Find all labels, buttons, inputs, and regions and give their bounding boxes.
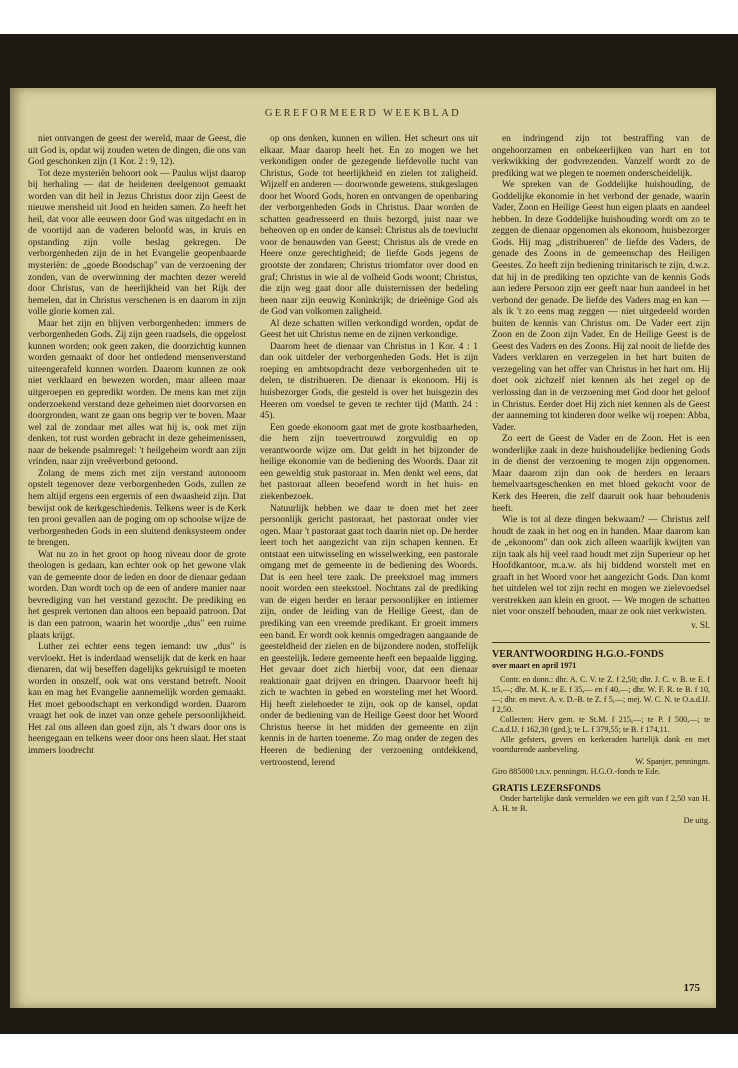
masthead: GEREFORMEERD WEEKBLAD bbox=[264, 108, 462, 119]
paragraph: Wie is tot al deze dingen bekwaam? — Christus zelf houdt de zaak in het oog en in handen. Maar daarom kan de „ekonoom" dan ook zich alleen waarlijk kwijten van zijn taak als hij veel raad houdt met zijn Superieur op het Hoofdkantoor, m.a.w. als hij biddend worstelt met en graaft in het Woord voor het aangezicht Gods. Dan komt het uitdelen wel tot zijn recht en mogen we zielevoedsel verstrekken aan klein en groot. — We mogen de schatten niet voor onszelf behouden, maar ze ook niet verkwisten. bbox=[492, 515, 710, 618]
paragraph: Tot deze mysteriën behoort ook — Paulus wijst daarop bij herhaling — dat de heidenen deelgenoot gemaakt worden van dit heil in Jezus Christus door zijn Geest de nieuwe mensheid uit Jood en heiden samen. Zo heeft het heil, dat voor alle eeuwen door God was uitgedacht en in de voortijd aan de vaderen beloofd was, in kruis en opstanding zijn volle beslag gekregen. De verborgenheden zijn de in het Evangelie geopenbaarde mysteriën: de „goede Boodschap" van de verzoening der zonden, van de overwinning der machten dezer wereld door Christus, van de heerlijkheid van het Rijk der hemelen, dat in Christus verschenen is en daarom in zijn volle glorie komen zal. bbox=[28, 168, 246, 318]
divider bbox=[492, 642, 710, 643]
fund-giro: Giro 885000 t.n.v. penningm. H.G.O.-fonds te Ede. bbox=[492, 766, 661, 776]
paragraph: Natuurlijk hebben we daar te doen met het zeer persoonlijk gericht pastoraat, het pastoraat onder vier ogen. Maar 't pastoraat gaat toch daarin niet op. De herder leert toch het aangezicht van zijn schapen kennen. Er ontstaat een uitwisseling en wisselwerking, een pastorale omgang met de gemeente in de bediening des Woords. Dat is een heel tere zaak. De preekstoel mag immers nooit worden een steekstoel. Nochtans zal de prediking van de eigen herder en leraar persoonlijker en intiemer zijn, onder de leiding van de Heilige Geest, dan de prediking van een vreemde predikant. Er groeit immers een band. Er wordt ook kennis omgedragen aangaande de geesteldheid der zielen en de bijzondere noden, stoffelijk en geestelijk. Iedere gemeente heeft een bepaalde ligging. Het gevaar doet zich hierbij voor, dat een dienaar reaktionair gaat drijven en dringen. Daarvoor heeft hij zich te wachten in gebed en worsteling met het Woord. Hij heeft zielehoeder te zijn, ook op de kansel, opdat onder de bediening van de Heilige Geest door het Woord Christus heerse in het midden der gemeente en zijn kennis in de harten toeneme. Zo mag onder de zegen des Heeren de bediening der verzoening ontdekkend, vertroostend, lerend bbox=[260, 503, 478, 768]
column-3 bbox=[492, 134, 710, 994]
gratis-heading: GRATIS LEZERSFONDS bbox=[492, 782, 601, 794]
gratis-notice bbox=[492, 794, 710, 826]
paragraph: We spreken van de Goddelijke huishouding, de Goddelijke ekonomie in het verbond der genade, waarin Vader, Zoon en Heilige Geest hun eigen plaats en aandeel hebben. In deze Goddelijke huishouding wordt om zo te zeggen de dienaar opgenomen als ekonoom, huisbezorger Gods. Hij mag „distribueren" de liefde des Vaders, de genade des Zoons in de gemeenschap des Heiligen Geestes. Zo heeft zijn bediening trinitarisch te zijn, d.w.z. dat hij in de prediking ten opzichte van de kennis Gods aan iedere Persoon zijn eer geeft naar hun aandeel in het verbond der genade. De liefde des Vaders mag en kan — als ik 't zo eens mag zeggen — niet uitgedeeld worden buiten de kennis van Christus om. De Vader eert zijn Zoon en de Zoon zijn Vader. En de Heilige Geest is de Geest des Vaders en des Zoons. Hij zal nooit de liefde des Vaders verklaren en verzegelen in het hart buiten de verzegeling van het offer van Christus in het hart om. Hij doet ook zichzelf niet kennen als het zegel op de verlossing dan in de verzoening met God door het geloof in Christus. Eerder doet Hij zich niet kennen als de Geest der aanneming tot kinderen door welke wij roepen: Abba, Vader. bbox=[492, 180, 710, 433]
column-1 bbox=[28, 134, 246, 994]
column-2 bbox=[260, 134, 478, 994]
fund-heading: VERANTWOORDING H.G.O.-FONDS bbox=[492, 648, 664, 660]
paragraph: Daarom heet de dienaar van Christus in 1 Kor. 4 : 1 dan ook uitdeler der verborgenheden Gods. Het is zijn roeping en ambtsopdracht deze verborgenheden uit te delen, te distribueren. De dienaar is ekonoom. Hij is huisbezorger Gods, die gesteld is over het huisgezin des Heeren om voedsel te geven te rechter tijd (Matth. 24 : 45). bbox=[260, 341, 478, 422]
paragraph: Maar het zijn en blijven verborgenheden: immers de verborgenheden Gods. Zij zijn geen raadsels, die opgelost kunnen worden; ook geen zaken, die doorzichtig kunnen worden gemaakt of door het ontledend mensenverstand uiteengerafeld kunnen worden. Daarom kunnen ze ook niet verklaard en bewezen worden, maar alleen maar uitgeroepen en gepredikt worden. De mens kan met zijn onderzoekend verstand deze geheimen niet doorvorsen en doorgronden, want ze gaan ons begrip ver te boven. Maar wel zal de zondaar met alles wat hij is, ook met zijn denken, tot rust worden gebracht in deze geheimenissen, naar de bekende psalmregel: 't heilgeheim wordt aan zijn vrinden, naar zijn vreêverbond getoond. bbox=[28, 318, 246, 468]
paragraph: Wat nu zo in het groot op hoog niveau door de grote theologen is gedaan, kan echter ook op het gewone vlak van de gemeente door de leden en door de dienaar gedaan worden. Dan wordt toch op de een of andere manier naar bevrediging van het verstand gezocht. De prediking en het gesprek vertonen dan altoos een bepaald patroon. Dat is dan een patroon, waarin het woordje „dus" een ruime plaats krijgt. bbox=[28, 549, 246, 641]
page-number: 175 bbox=[683, 982, 700, 994]
fund-signature: W. Spanjer, penningm. bbox=[635, 756, 710, 766]
paragraph: Zo eert de Geest de Vader en de Zoon. Het is een wonderlijke zaak in deze huishoudelijke bediening Gods in de dienst der verzoening te mogen zijn opgenomen. Maar daarom zijn dan ook de herders en leraars hemelvaartsgeschenken en met bloed gekocht voor de Kerk des Heeren, die zelf daaruit ook haar behoudenis heeft. bbox=[492, 434, 710, 514]
fund-notice bbox=[492, 675, 710, 777]
fund-paragraph: Collecten: Herv gem. te St.M. f 215,—; te P. f 500,—; te C.a.d.IJ. f 162,30 (ged.); te L. f 379,55; te B. f 174,11. bbox=[492, 714, 710, 734]
paragraph: op ons denken, kunnen en willen. Het scheurt ons uit elkaar. Maar daarop heelt het. En zo mogen we het verkondigen onder de gezegende liefdevolle tucht van Christus, Gode tot heerlijkheid en zielen tot zaligheid. Wijzelf en anderen — doorwonde gewetens, stukgeslagen door het Woord Gods, horen en ontvangen de openbaring der verborgenheden Gods in Christus. Daar worden de schatten geadresseerd en thuis bezorgd, juist naar we beheoven op en onder de kansel: Christus als de toevlucht voor de benauwden van Geest; Christus als de vrede en Heere onze gerechtigheid; de liefde Gods jegens de grootste der zondaren; Christus triomfator over dood en graf; Christus in wie al de volheid Gods woont; Christus, die zijn weg gaat door alle duisternissen der bedeling heen naar zijn eeuwig Koninkrijk; de drieënige God als de God van volkomen zaligheid. bbox=[260, 134, 478, 318]
fund-paragraph: Contr. en donn.: dhr. A. C. V. te Z. f 2,50; dhr. J. C. v. B. te E. f 15,—; dhr. M. K. te E. f 35,— en f 40,—; dhr. W. F. R. te B. f 10,—; dhr. en mevr. A. v. D.-B. te Z. f 5,—; mej. W. C. N. te O.a.d.IJ. f 2,50. bbox=[492, 674, 710, 714]
fund-paragraph: Alle gefsters, gevers en kerkeraden hartelijk dank en met voortdurende aanbeveling. bbox=[492, 734, 710, 754]
article-signature: v. Sl. bbox=[691, 620, 710, 631]
paragraph: Zolang de mens zich met zijn verstand autonoom opstelt tegenover deze verborgenheden Gods, zullen ze hem altijd ergens een ergernis of een dwaasheid zijn. Dat bewijst ook de kerkgeschiedenis. Telkens weer is de Kerk ten prooi gevallen aan de poging om op schoolse wijze de verborgenheden Gods in een sluitend denksysteem onder te brengen. bbox=[28, 468, 246, 549]
newspaper-page bbox=[10, 88, 716, 1008]
paragraph: Al deze schatten willen verkondigd worden, opdat de Geest het uit Christus neme en de zijnen verkondige. bbox=[260, 318, 478, 341]
gratis-text: Onder hartelijke dank vermelden we een gift van f 2,50 van H. A. H. te B. bbox=[492, 794, 710, 814]
paragraph: en indringend zijn tot bestraffing van de ongehoorzamen en onbekeerlijken van hart en tot verkwikking der godvrezenden. Vanzelf wordt zo de prediking wat we plegen te noemen onderscheidelijk. bbox=[492, 134, 710, 179]
article-columns bbox=[28, 134, 714, 994]
paragraph: Luther zei echter eens tegen iemand: uw „dus" is vervloekt. Het is inderdaad wenselijk dat de kerk en haar dienaren, dat wij beseffen dagelijks gekruisigd te moeten worden in onszelf, ook wat ons verstand betreft. Nooit kan en mag het Evangelie aannemelijk worden gemaakt. Het moet geboodschapt en verkondigd worden. Daarom vraagt het ook de inzet van onze gehele persoonlijkheid. Het zal ons alleen dan goed zijn, als 't dwars door ons is heengegaan en telkens weer door ons heen slaat. Het staat immers loodrecht bbox=[28, 642, 246, 756]
paragraph: niet ontvangen de geest der wereld, maar de Geest, die uit God is, opdat wij zouden weten de dingen, die ons van God geschonken zijn (1 Kor. 2 : 9, 12). bbox=[28, 134, 246, 168]
paragraph: Een goede ekonoom gaat met de grote kostbaarheden, die hem zijn toevertrouwd zorgvuldig en op verantwoorde wijze om. Dat geldt in het bijzonder de heilige ekonomie van de bediening des Woords. Daar zit een geweldig stuk pastoraat in. Men denkt wel eens, dat het pastoraat alleen beoefend wordt in het huis- en ziekenbezoek. bbox=[260, 422, 478, 502]
fund-subheading: over maart en april 1971 bbox=[492, 661, 577, 671]
gratis-signature: De uitg. bbox=[683, 816, 710, 826]
